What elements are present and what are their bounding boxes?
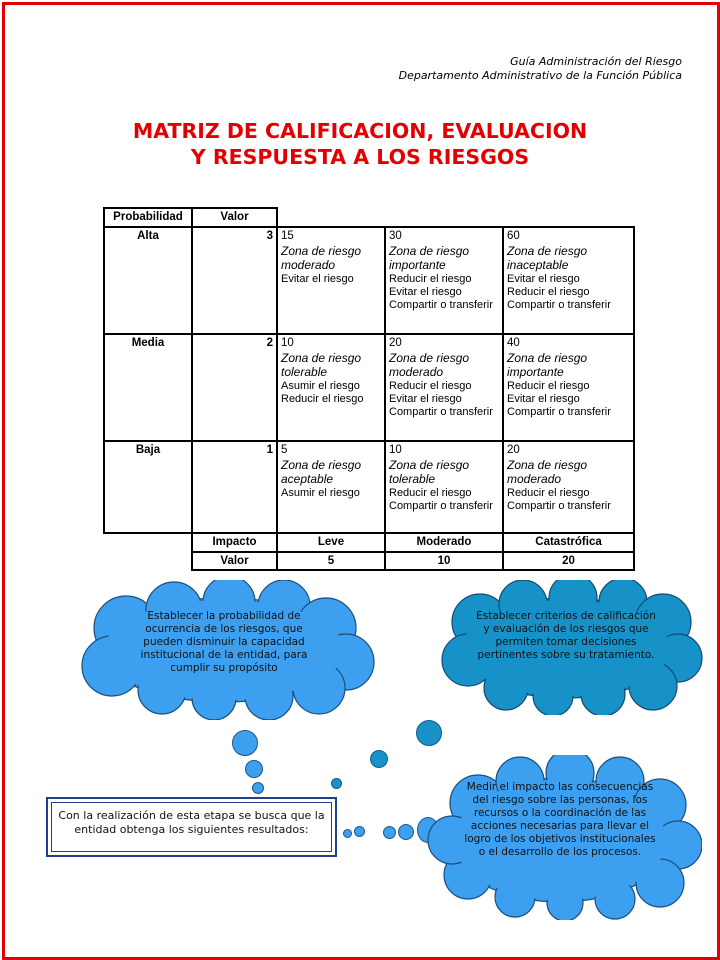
cell-zone: Zona de riesgo tolerable: [389, 457, 470, 487]
impacto-label: Impacto: [192, 533, 277, 552]
matrix-cell: [385, 441, 503, 533]
matrix-cell: [385, 227, 503, 334]
cell-action: Reducir el riesgo: [389, 380, 472, 393]
cell-action: Reducir el riesgo: [281, 393, 364, 406]
thought-cloud-criterios: [428, 580, 704, 715]
prob-label: Media: [104, 334, 192, 441]
page-title: [0, 118, 720, 170]
results-info-text: Con la realización de esta etapa se busca que la entidad obtenga los siguientes resultados:: [58, 809, 325, 836]
cell-zone: Zona de riesgo moderado: [507, 457, 588, 487]
matrix-cell: [503, 334, 634, 441]
cell-action: Compartir o transferir: [389, 299, 493, 312]
cell-action: Asumir el riesgo: [281, 487, 360, 500]
thought-bubble: [252, 782, 264, 794]
matrix-row-media: [104, 334, 634, 441]
cell-action: Reducir el riesgo: [507, 380, 590, 393]
cell-zone: Zona de riesgo aceptable: [281, 457, 362, 487]
cell-score: 15: [281, 229, 294, 242]
cloud-right-bottom-text: Medir el impacto las consecuencias del riesgo sobre las personas, los recursos o la coordinación de las acciones necesarias para llevar el logro de los objetivos institucionales o el desarrollo de los procesos.: [464, 781, 656, 858]
cell-score: 20: [507, 443, 520, 456]
impacto-moderado: Moderado: [385, 533, 503, 552]
prob-value: 3: [192, 227, 277, 334]
cell-action: Evitar el riesgo: [389, 393, 462, 406]
valor-row: [104, 552, 634, 571]
cell-score: 10: [389, 443, 402, 456]
title-line-1: MATRIZ DE CALIFICACION, EVALUACION: [132, 119, 588, 143]
cell-action: Evitar el riesgo: [389, 286, 462, 299]
cell-zone: Zona de riesgo inaceptable: [507, 243, 588, 273]
matrix-cell: [277, 227, 385, 334]
matrix-cell: [503, 227, 634, 334]
header-line-2: Departamento Administrativo de la Función Pública: [398, 69, 682, 82]
cell-score: 10: [281, 336, 294, 349]
valor-leve: 5: [277, 552, 385, 571]
cell-action: Compartir o transferir: [507, 299, 611, 312]
matrix-row-baja: [104, 441, 634, 533]
cell-zone: Zona de riesgo tolerable: [281, 350, 362, 380]
prob-label: Baja: [104, 441, 192, 533]
cell-action: Reducir el riesgo: [507, 487, 590, 500]
cell-action: Compartir o transferir: [507, 500, 611, 513]
matrix-cell: [277, 441, 385, 533]
cell-score: 30: [389, 229, 402, 242]
results-info-box: [46, 797, 337, 857]
cell-zone: Zona de riesgo moderado: [281, 243, 362, 273]
valor-catastrofica: 20: [503, 552, 634, 571]
cell-zone: Zona de riesgo importante: [389, 243, 470, 273]
thought-bubble: [331, 778, 342, 789]
cell-action: Reducir el riesgo: [389, 487, 472, 500]
cell-action: Reducir el riesgo: [507, 286, 590, 299]
cell-score: 5: [281, 443, 288, 456]
thought-bubble: [383, 826, 396, 839]
header-valor: Valor: [192, 208, 277, 227]
thought-cloud-impacto: [420, 755, 702, 920]
document-header: [399, 55, 682, 83]
matrix-cell: [503, 441, 634, 533]
thought-bubble: [245, 760, 263, 778]
cell-action: Evitar el riesgo: [507, 273, 580, 286]
thought-bubble: [354, 826, 365, 837]
thought-bubble: [416, 720, 442, 746]
cell-action: Compartir o transferir: [389, 406, 493, 419]
title-line-2: Y RESPUESTA A LOS RIESGOS: [190, 145, 530, 169]
cell-action: Evitar el riesgo: [281, 273, 354, 286]
impacto-leve: Leve: [277, 533, 385, 552]
cell-zone: Zona de riesgo importante: [507, 350, 588, 380]
matrix-cell: [385, 334, 503, 441]
cell-score: 40: [507, 336, 520, 349]
impacto-catastrofica: Catastrófica: [503, 533, 634, 552]
prob-label: Alta: [104, 227, 192, 334]
cell-score: 60: [507, 229, 520, 242]
matrix-cell: [277, 334, 385, 441]
prob-value: 2: [192, 334, 277, 441]
header-line-1: Guía Administración del Riesgo: [510, 55, 682, 68]
cloud-left-text: Establecer la probabilidad de ocurrencia de los riesgos, que pueden disminuir la capacidad institucional de la entidad, para cumplir su propósito: [140, 610, 308, 674]
valor-moderado: 10: [385, 552, 503, 571]
risk-matrix-table: [103, 207, 635, 571]
cell-score: 20: [389, 336, 402, 349]
cell-action: Evitar el riesgo: [507, 393, 580, 406]
prob-value: 1: [192, 441, 277, 533]
cell-action: Compartir o transferir: [507, 406, 611, 419]
cell-action: Asumir el riesgo: [281, 380, 360, 393]
header-probabilidad: Probabilidad: [104, 208, 192, 227]
cell-action: Reducir el riesgo: [389, 273, 472, 286]
thought-bubble: [398, 824, 414, 840]
impacto-row: [104, 533, 634, 552]
cell-action: Compartir o transferir: [389, 500, 493, 513]
thought-cloud-probabilidad: [64, 580, 382, 720]
cell-zone: Zona de riesgo moderado: [389, 350, 470, 380]
thought-bubble: [343, 829, 352, 838]
valor-label: Valor: [192, 552, 277, 571]
thought-bubble: [370, 750, 388, 768]
thought-bubble: [232, 730, 258, 756]
cloud-right-top-text: Establecer criterios de calificación y evaluación de los riesgos que permiten tomar decisiones pertinentes sobre su tratamiento.: [476, 610, 656, 661]
matrix-row-alta: [104, 227, 634, 334]
